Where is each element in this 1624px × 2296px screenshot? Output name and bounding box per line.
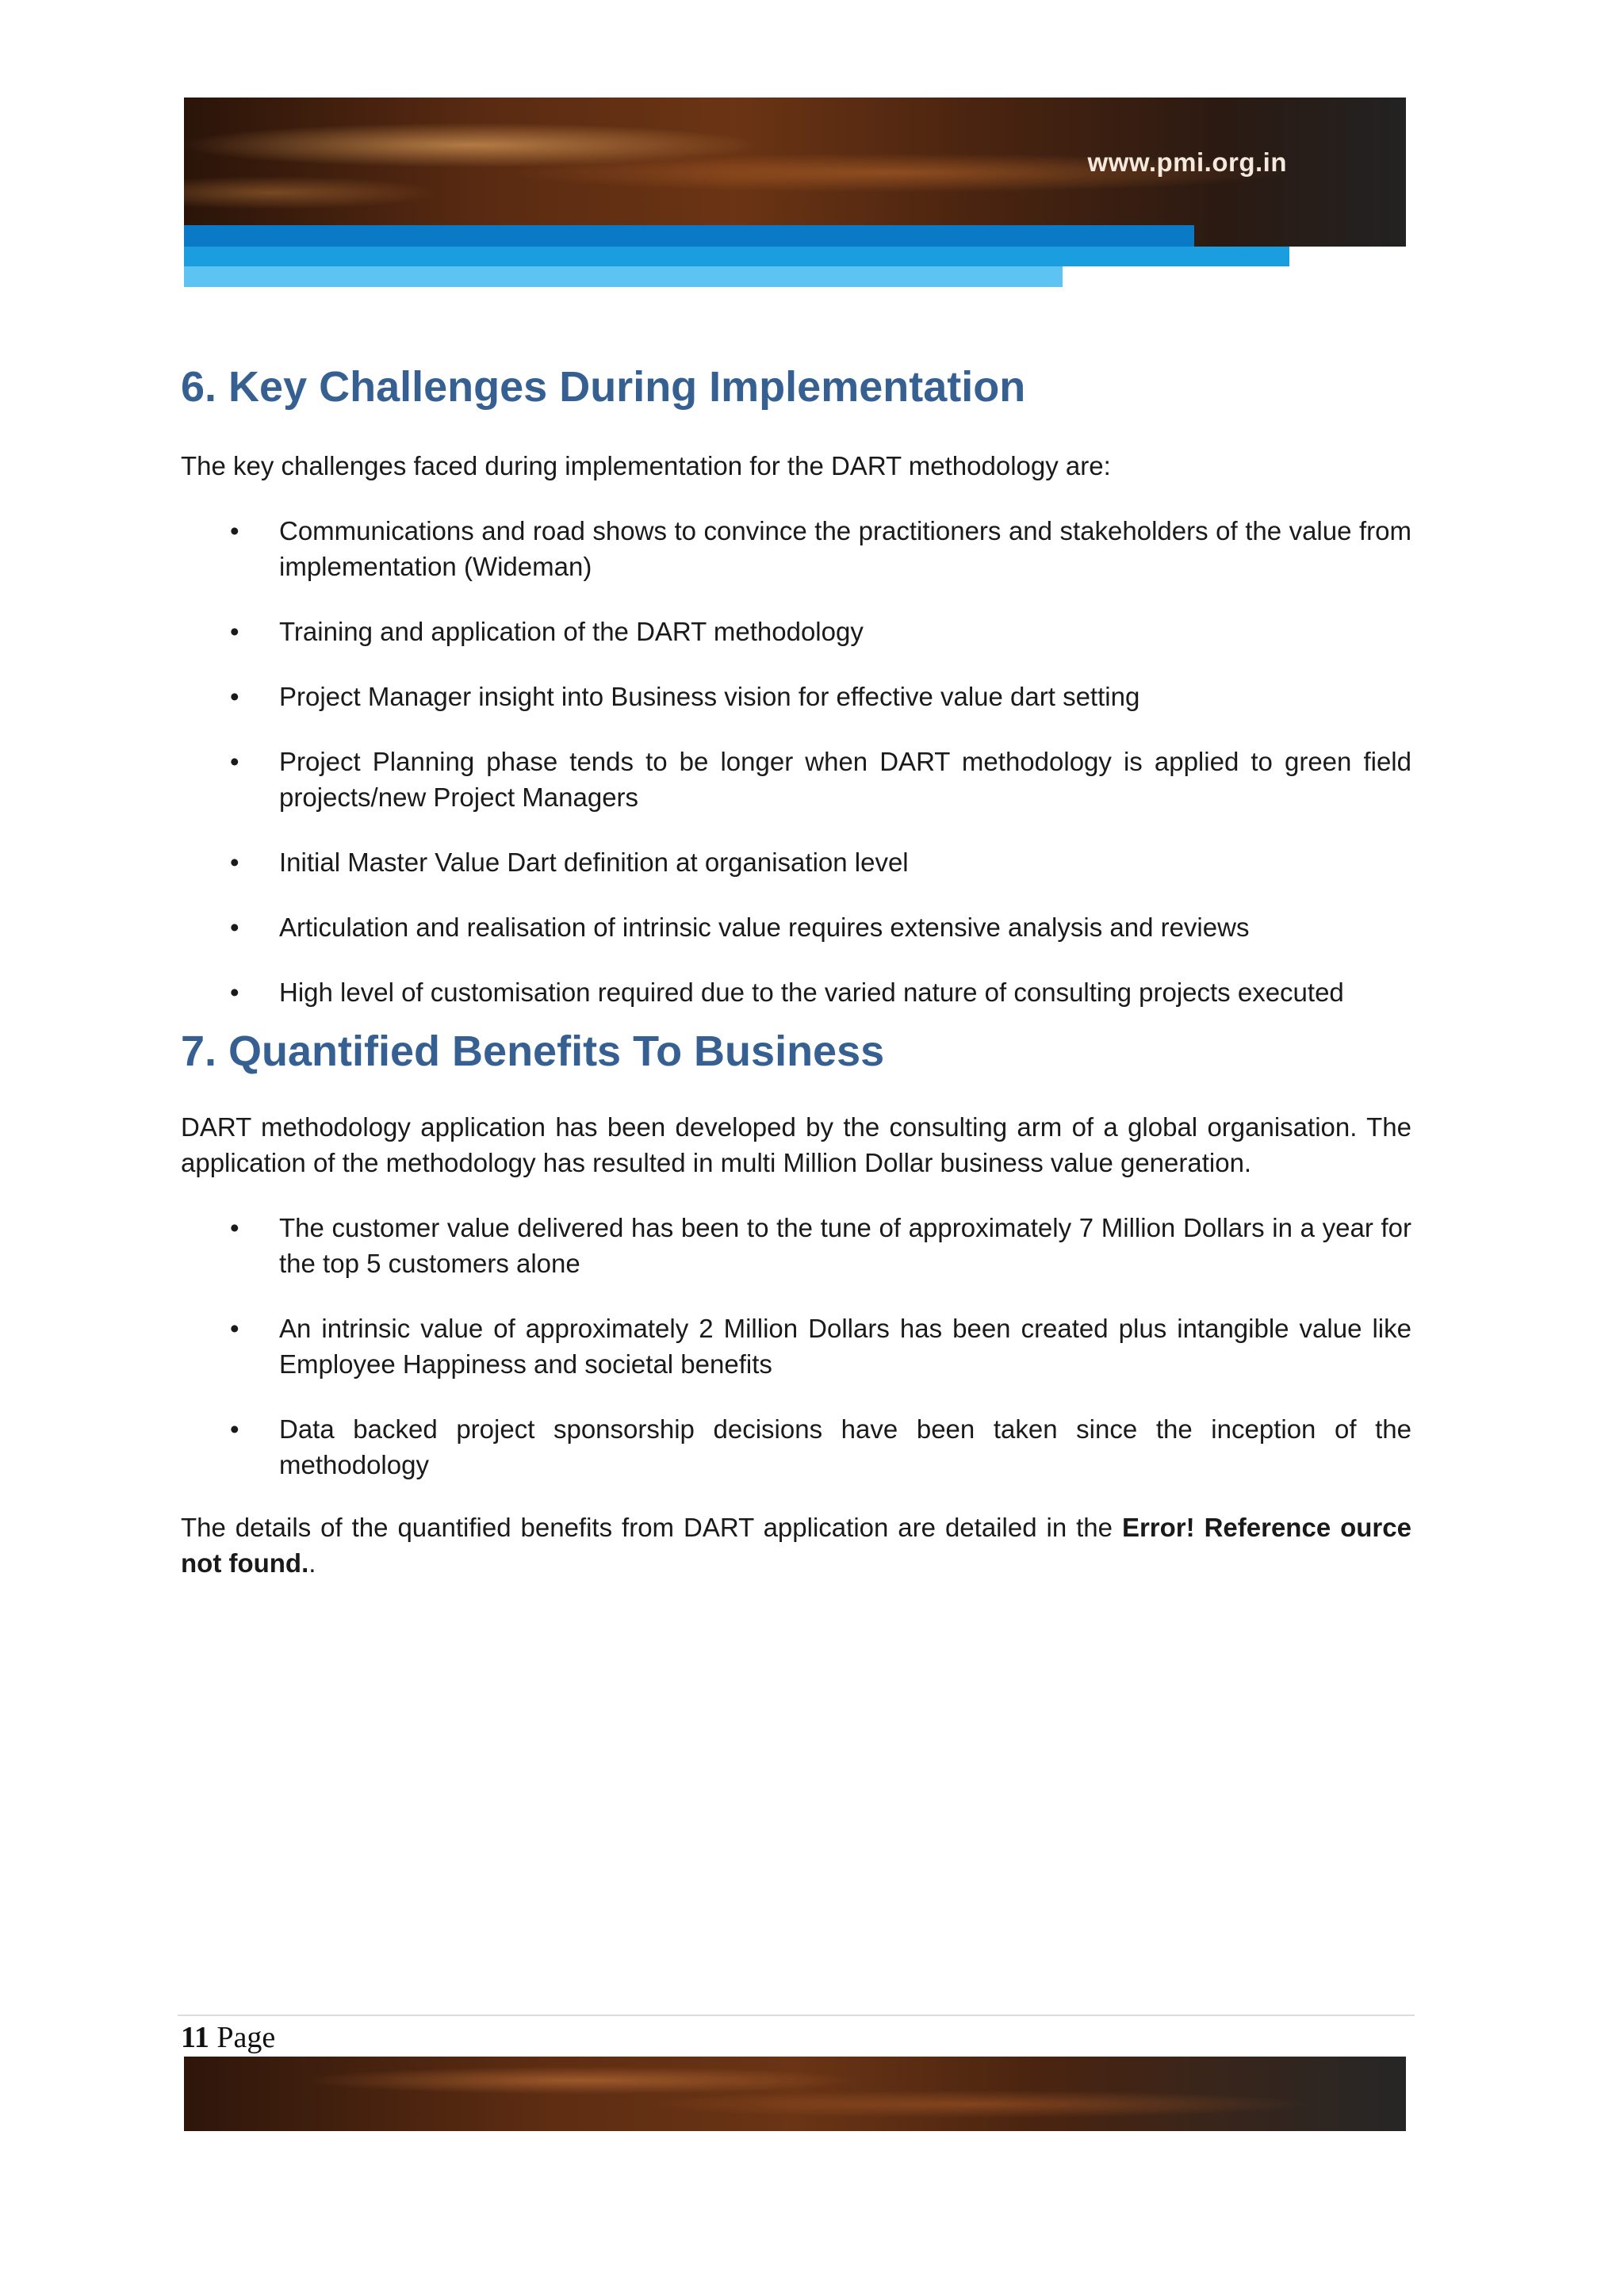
list-item-text: Training and application of the DART methodology (279, 616, 864, 646)
header-url: www.pmi.org.in (1087, 147, 1287, 177)
page-content (181, 349, 1411, 1581)
list-item-text: An intrinsic value of approximately 2 Million Dollars has been created plus intangible value like Employee Happiness and societal benefits (279, 1313, 1411, 1379)
list-item-text: Project Manager insight into Business vision for effective value dart setting (279, 681, 1140, 711)
header-stripe-mid (184, 247, 1289, 266)
list-item-text: Initial Master Value Dart definition at organisation level (279, 847, 909, 877)
section-7-heading: 7. Quantified Benefits To Business (181, 1027, 885, 1075)
bullet-icon: • (230, 746, 239, 776)
list-item (181, 844, 1411, 880)
page-number: 11 (181, 2021, 209, 2054)
footer-divider (178, 2015, 1415, 2016)
bullet-icon: • (230, 977, 239, 1007)
header-banner (184, 98, 1406, 247)
list-item-text: Data backed project sponsorship decisions have been taken since the inception of the methodology (279, 1414, 1411, 1479)
section-6-list (181, 513, 1411, 1010)
page-number-label (181, 2020, 275, 2055)
closing-end: . (308, 1548, 316, 1578)
list-item-text: Articulation and realisation of intrinsic value requires extensive analysis and reviews (279, 912, 1250, 942)
section-6-intro: The key challenges faced during implementation for the DART methodology are: (181, 450, 1111, 480)
bullet-icon: • (230, 1313, 239, 1343)
list-item (181, 1311, 1411, 1382)
list-item (181, 1210, 1411, 1281)
list-item-text: The customer value delivered has been to the tune of approximately 7 Million Dollars in a year for the top 5 customers alone (279, 1212, 1411, 1278)
list-item (181, 614, 1411, 649)
bullet-icon: • (230, 912, 239, 942)
list-item (181, 974, 1411, 1010)
bullet-icon: • (230, 1414, 239, 1444)
bullet-icon: • (230, 681, 239, 711)
header-stripe-light (184, 266, 1063, 287)
list-item (181, 744, 1411, 815)
bullet-icon: • (230, 1212, 239, 1242)
list-item-text: Communications and road shows to convince the practitioners and stakeholders of the value from implementation (Wideman) (279, 515, 1411, 581)
section-7-intro: DART methodology application has been developed by the consulting arm of a global organisation. The application of the methodology has resulted in multi Million Dollar business value generation. (181, 1112, 1411, 1177)
bullet-icon: • (230, 847, 239, 877)
closing-text: The details of the quantified benefits from DART application are detailed in the (181, 1512, 1122, 1542)
reference-error-text: Error! Reference ource not found. (181, 1512, 1411, 1578)
footer-banner (184, 2057, 1406, 2131)
list-item (181, 909, 1411, 945)
list-item (181, 513, 1411, 584)
list-item (181, 679, 1411, 714)
section-6-heading: 6. Key Challenges During Implementation (181, 363, 1026, 411)
page-word: Page (216, 2021, 276, 2054)
closing-paragraph (181, 1510, 1411, 1581)
list-item-text: High level of customisation required due to the varied nature of consulting projects executed (279, 977, 1344, 1007)
list-item-text: Project Planning phase tends to be longer when DART methodology is applied to green field projects/new Project Managers (279, 746, 1411, 812)
list-item (181, 1411, 1411, 1483)
bullet-icon: • (230, 616, 239, 646)
section-7-list (181, 1210, 1411, 1483)
bullet-icon: • (230, 515, 239, 545)
header-stripe-dark (184, 225, 1194, 247)
